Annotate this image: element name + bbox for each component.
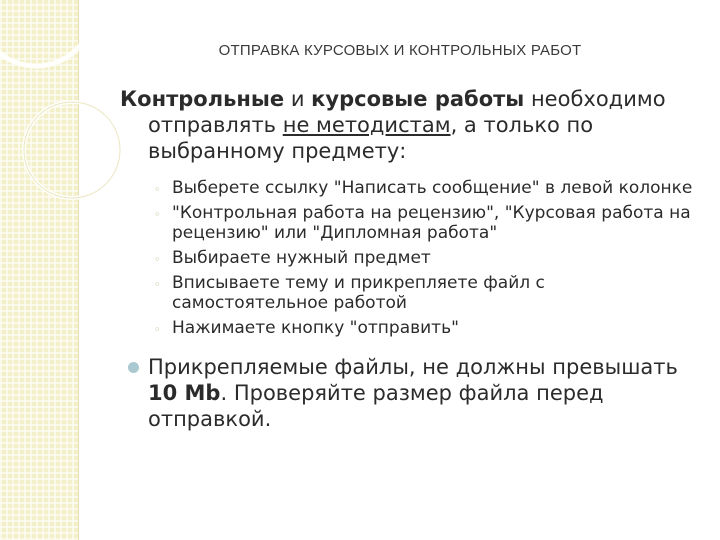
decorative-circles-icon	[0, 0, 130, 230]
filled-circle-bullet-icon	[128, 362, 139, 373]
note-text-end: . Проверяйте размер файла перед отправкой.	[148, 381, 604, 431]
lead-paragraph	[120, 86, 695, 164]
list-item	[154, 318, 695, 338]
small-circle-bullet-icon: ◦	[154, 183, 161, 196]
lead-conjunction: и	[284, 87, 312, 111]
small-circle-bullet-icon: ◦	[154, 278, 161, 291]
lead-underlined: не методистам	[282, 113, 451, 137]
list-item	[154, 273, 695, 313]
steps-list	[120, 178, 695, 338]
step-text: Выберете ссылку "Написать сообщение" в левой колонке	[172, 178, 693, 198]
small-circle-bullet-icon: ◦	[154, 253, 161, 266]
slide-content	[120, 86, 695, 432]
slide-title: ОТПРАВКА КУРСОВЫХ И КОНТРОЛЬНЫХ РАБОТ	[218, 42, 582, 59]
step-text: Вписываете тему и прикрепляете файл с самостоятельное работой	[172, 273, 545, 313]
lead-bold-course: курсовые работы	[311, 87, 525, 111]
list-item	[154, 178, 695, 198]
list-item	[154, 248, 695, 268]
lead-text-end: , а только по выбранному предмету:	[148, 113, 594, 163]
note-text: Прикрепляемые файлы, не должны превышать	[148, 355, 678, 379]
small-circle-bullet-icon: ◦	[154, 208, 161, 221]
note-size-limit: 10 Mb	[148, 381, 221, 405]
step-text: Нажимаете кнопку "отправить"	[172, 318, 459, 338]
step-text: Выбираете нужный предмет	[172, 248, 431, 268]
step-text: "Контрольная работа на рецензию", "Курсовая работа на рецензию" или "Дипломная работа"	[172, 203, 691, 243]
lead-bold-control: Контрольные	[120, 87, 285, 111]
small-circle-bullet-icon: ◦	[154, 323, 161, 336]
lead-text: необходимо отправлять	[148, 87, 666, 137]
list-item	[154, 203, 695, 243]
file-size-note	[120, 354, 695, 432]
